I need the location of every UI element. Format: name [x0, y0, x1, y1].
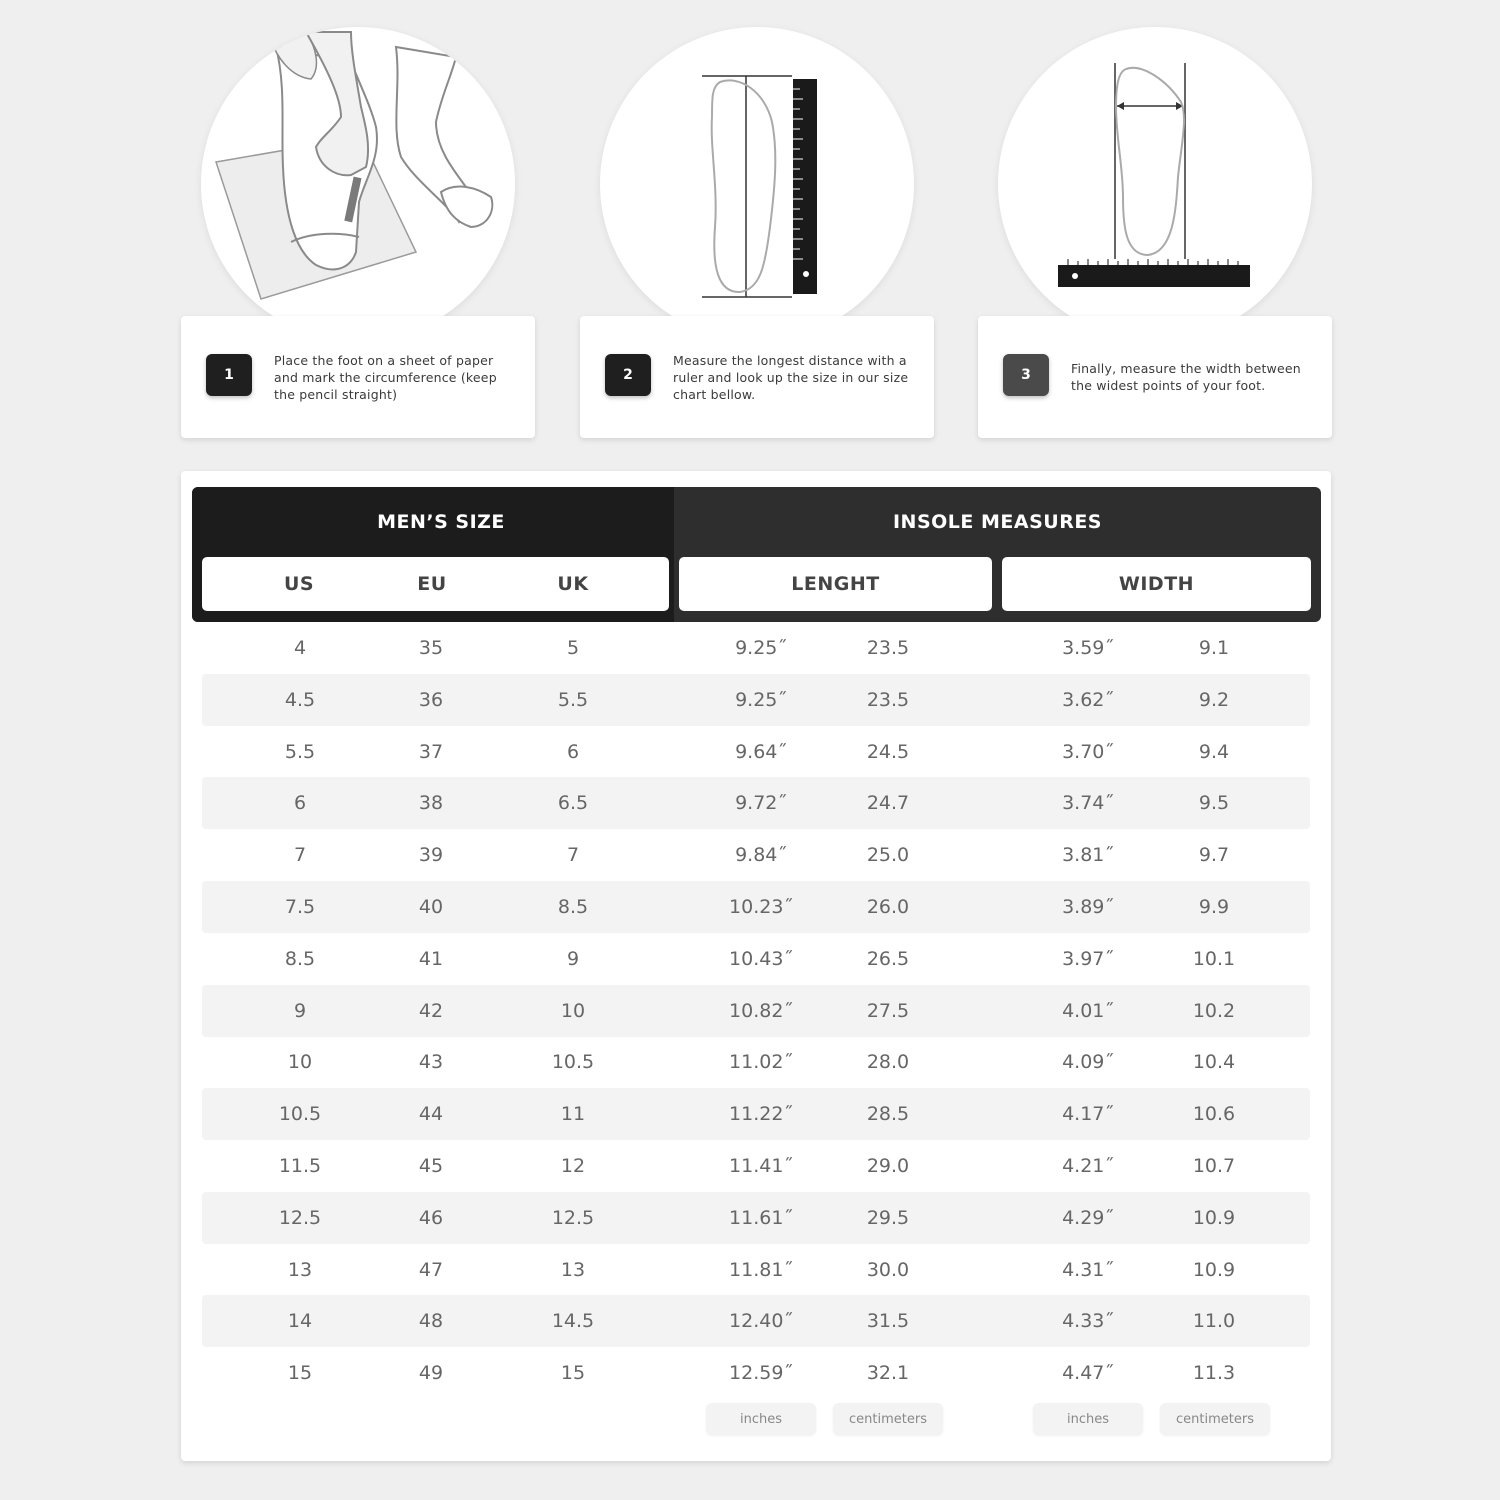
cell-length-in: 9.84˝ [735, 844, 787, 867]
cell-uk: 14.5 [551, 1310, 595, 1333]
cell-width-in: 4.01˝ [1062, 999, 1114, 1022]
cell-us: 6 [293, 792, 307, 815]
table-row [202, 1036, 1310, 1088]
table-row [202, 1347, 1310, 1399]
cell-length-in: 11.61˝ [729, 1206, 793, 1229]
cell-width-cm: 9.7 [1198, 844, 1230, 867]
step-1-text: Place the foot on a sheet of paper and mark the circumference (keep the pencil straight) [274, 352, 497, 402]
cell-eu: 36 [418, 688, 444, 711]
cell-width-cm: 11.3 [1192, 1362, 1236, 1385]
cell-length-cm: 29.5 [866, 1206, 910, 1229]
table-row [202, 829, 1310, 881]
cell-width-cm: 9.1 [1198, 637, 1230, 659]
cell-width-in: 4.17˝ [1062, 1103, 1114, 1126]
cell-us: 9 [293, 999, 307, 1022]
col-header-eu: EU [417, 573, 447, 595]
length-cm-label: centimeters [833, 1403, 943, 1435]
width-inches-label: inches [1033, 1403, 1143, 1435]
cell-width-in: 4.21˝ [1062, 1155, 1114, 1177]
cell-width-cm: 10.1 [1192, 947, 1236, 970]
cell-us: 7.5 [284, 896, 316, 918]
step-2-card [580, 316, 934, 438]
cell-uk: 13 [560, 1258, 586, 1281]
cell-us: 13 [287, 1258, 313, 1281]
cell-length-cm: 23.5 [866, 688, 910, 711]
cell-eu: 35 [418, 637, 444, 659]
cell-width-cm: 10.4 [1192, 1051, 1236, 1074]
cell-eu: 40 [418, 896, 444, 918]
width-cm-label: centimeters [1160, 1403, 1270, 1435]
col-header-length-label: LENGHT [791, 573, 880, 595]
table-header [192, 487, 1321, 622]
step-2 [580, 0, 934, 440]
cell-length-in: 10.43˝ [729, 947, 793, 970]
mens-size-columns [202, 557, 669, 611]
cell-length-in: 10.23˝ [729, 896, 793, 918]
table-row [202, 726, 1310, 778]
table-row [202, 1140, 1310, 1192]
cell-length-cm: 24.7 [866, 792, 910, 815]
cell-uk: 15 [560, 1362, 586, 1385]
cell-us: 15 [287, 1362, 313, 1385]
cell-length-cm: 28.5 [866, 1103, 910, 1126]
cell-length-cm: 30.0 [866, 1258, 910, 1281]
step-1-illustration [201, 27, 515, 341]
cell-us: 8.5 [284, 947, 316, 970]
cell-width-in: 4.09˝ [1062, 1051, 1114, 1074]
cell-width-cm: 10.6 [1192, 1103, 1236, 1126]
cell-uk: 8.5 [557, 896, 589, 918]
ruler-width-icon [998, 27, 1312, 341]
table-row [202, 881, 1310, 933]
table-row [202, 1295, 1310, 1347]
step-1 [181, 0, 535, 440]
cell-us: 10 [287, 1051, 313, 1074]
step-3-card [978, 316, 1332, 438]
mens-size-heading: MEN’S SIZE [377, 511, 505, 533]
step-2-illustration [600, 27, 914, 341]
cell-length-in: 9.72˝ [735, 792, 787, 815]
col-header-width-label: WIDTH [1118, 573, 1195, 595]
cell-width-cm: 10.2 [1192, 999, 1236, 1022]
cell-width-in: 4.33˝ [1062, 1310, 1114, 1333]
step-3-text: Finally, measure the width between the widest points of your foot. [1071, 361, 1301, 393]
cell-width-cm: 9.5 [1198, 792, 1230, 815]
col-header-uk: UK [557, 573, 589, 595]
cell-width-cm: 11.0 [1192, 1310, 1236, 1333]
cell-length-cm: 26.0 [866, 896, 910, 918]
table-row [202, 1192, 1310, 1244]
table-row [202, 777, 1310, 829]
table-row [202, 622, 1310, 674]
table-row [202, 1088, 1310, 1140]
cell-length-cm: 32.1 [866, 1362, 910, 1385]
cell-eu: 41 [418, 947, 444, 970]
cell-length-in: 11.02˝ [729, 1051, 793, 1074]
cell-width-in: 3.62˝ [1062, 688, 1114, 711]
cell-width-in: 3.89˝ [1062, 896, 1114, 918]
cell-width-in: 3.70˝ [1062, 740, 1114, 763]
cell-width-cm: 10.7 [1192, 1155, 1236, 1177]
cell-length-in: 11.41˝ [729, 1155, 793, 1177]
cell-eu: 45 [418, 1155, 444, 1177]
ruler-length-icon [600, 27, 914, 341]
cell-width-in: 4.31˝ [1062, 1258, 1114, 1281]
cell-us: 4 [293, 637, 307, 659]
cell-length-in: 11.81˝ [729, 1258, 793, 1281]
cell-eu: 39 [418, 844, 444, 867]
step-3-badge: 3 [1003, 354, 1049, 396]
size-chart [181, 471, 1331, 1461]
step-2-badge: 2 [605, 354, 651, 396]
cell-uk: 12 [560, 1155, 586, 1177]
cell-width-in: 3.81˝ [1062, 844, 1114, 867]
cell-length-in: 11.22˝ [729, 1103, 793, 1126]
col-header-us: US [283, 573, 315, 595]
cell-eu: 44 [418, 1103, 444, 1126]
cell-length-in: 12.40˝ [729, 1310, 793, 1333]
cell-uk: 6.5 [557, 792, 589, 815]
table-row [202, 933, 1310, 985]
cell-uk: 10.5 [551, 1051, 595, 1074]
cell-uk: 6 [566, 740, 580, 763]
foot-tracing-icon [201, 27, 515, 341]
cell-width-cm: 10.9 [1192, 1258, 1236, 1281]
cell-eu: 49 [418, 1362, 444, 1385]
table-row [202, 674, 1310, 726]
cell-us: 5.5 [284, 740, 316, 763]
cell-length-in: 9.25˝ [735, 688, 787, 711]
cell-uk: 5 [566, 637, 580, 659]
insole-measures-heading: INSOLE MEASURES [892, 511, 1102, 533]
cell-length-cm: 29.0 [866, 1155, 910, 1177]
cell-length-cm: 26.5 [866, 947, 910, 970]
cell-width-cm: 9.4 [1198, 740, 1230, 763]
step-1-badge: 1 [206, 354, 252, 396]
cell-us: 10.5 [278, 1103, 322, 1126]
cell-width-in: 4.47˝ [1062, 1362, 1114, 1385]
length-inches-label: inches [706, 1403, 816, 1435]
cell-uk: 10 [560, 999, 586, 1022]
cell-length-in: 9.64˝ [735, 740, 787, 763]
step-3 [978, 0, 1332, 440]
cell-length-in: 9.25˝ [735, 637, 787, 659]
step-1-card [181, 316, 535, 438]
cell-eu: 48 [418, 1310, 444, 1333]
cell-uk: 12.5 [551, 1206, 595, 1229]
cell-eu: 43 [418, 1051, 444, 1074]
cell-width-in: 3.59˝ [1062, 637, 1114, 659]
cell-uk: 7 [566, 844, 580, 867]
cell-eu: 37 [418, 740, 444, 763]
cell-length-cm: 24.5 [866, 740, 910, 763]
table-row [202, 985, 1310, 1037]
cell-width-in: 3.97˝ [1062, 947, 1114, 970]
cell-eu: 46 [418, 1206, 444, 1229]
cell-width-in: 3.74˝ [1062, 792, 1114, 815]
cell-length-cm: 28.0 [866, 1051, 910, 1074]
cell-width-cm: 10.9 [1192, 1206, 1236, 1229]
cell-us: 7 [293, 844, 307, 867]
cell-width-cm: 9.2 [1198, 688, 1230, 711]
step-3-illustration [998, 27, 1312, 341]
cell-width-cm: 9.9 [1198, 896, 1230, 918]
cell-length-in: 12.59˝ [729, 1362, 793, 1385]
cell-length-cm: 25.0 [866, 844, 910, 867]
table-row [202, 1244, 1310, 1296]
cell-us: 4.5 [284, 688, 316, 711]
cell-us: 11.5 [278, 1155, 322, 1177]
col-header-width [1002, 557, 1311, 611]
step-2-text: Measure the longest distance with a ruler and look up the size in our size chart bellow. [673, 352, 909, 402]
cell-us: 14 [287, 1310, 313, 1333]
cell-length-cm: 23.5 [866, 637, 910, 659]
cell-length-cm: 31.5 [866, 1310, 910, 1333]
cell-uk: 11 [560, 1103, 586, 1126]
cell-uk: 5.5 [557, 688, 589, 711]
cell-eu: 42 [418, 999, 444, 1022]
cell-width-in: 4.29˝ [1062, 1206, 1114, 1229]
cell-eu: 38 [418, 792, 444, 815]
cell-us: 12.5 [278, 1206, 322, 1229]
col-header-length [679, 557, 992, 611]
cell-eu: 47 [418, 1258, 444, 1281]
cell-length-cm: 27.5 [866, 999, 910, 1022]
cell-uk: 9 [566, 947, 580, 970]
cell-length-in: 10.82˝ [729, 999, 793, 1022]
